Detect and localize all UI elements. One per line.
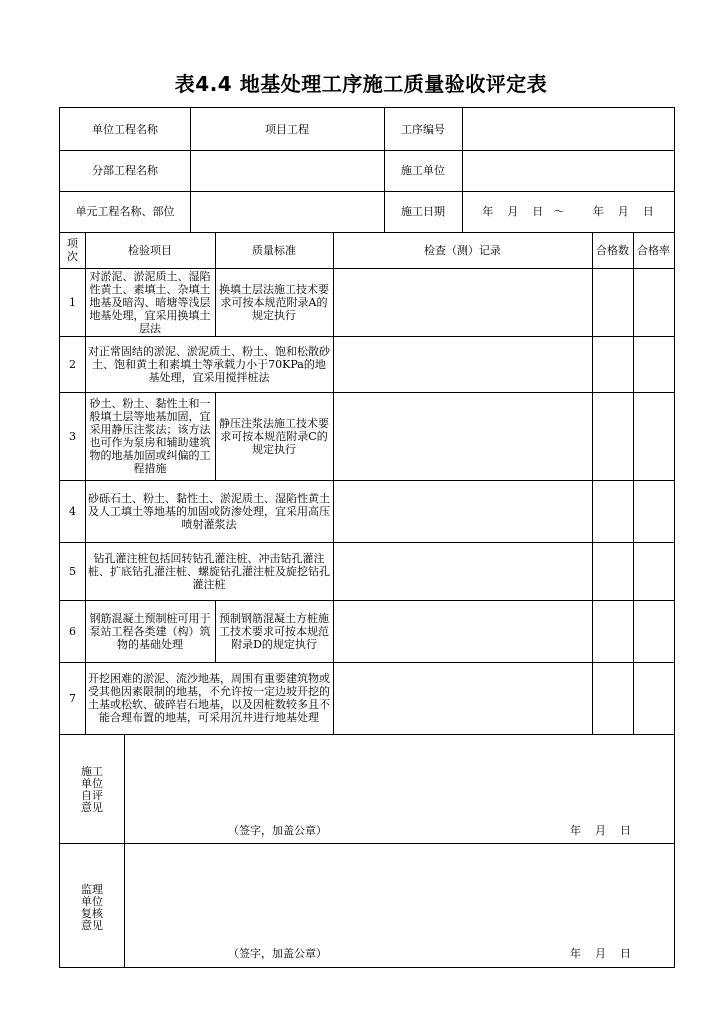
sub-project-field[interactable] <box>190 150 384 191</box>
grid-line <box>59 392 675 393</box>
date-label: 施工日期 <box>401 205 445 218</box>
row-item: 对淤泥、淤泥质土、湿陷性黄土、素填土、杂填土地基及暗沟、暗塘等浅层地基处理，宜采用换填土层法 <box>89 269 211 335</box>
grid-line <box>59 600 675 601</box>
row-seq: 5 <box>69 564 76 578</box>
grid-line <box>59 150 675 151</box>
grid-line <box>215 392 216 480</box>
grid-line <box>59 542 675 543</box>
self-eval-date: 年 月 日 <box>570 824 631 837</box>
grid-line <box>215 232 216 336</box>
table-border-top <box>59 107 675 108</box>
grid-line <box>462 107 463 232</box>
unit-project-label: 单位工程名称 <box>92 122 158 136</box>
grid-line <box>124 734 125 968</box>
grid-line <box>215 600 216 662</box>
row-seq: 7 <box>69 691 76 705</box>
row-item: 对正常固结的淤泥、淤泥质土、粉土、饱和松散砂土、饱和黄土和素填土等承载力小于70KPa的地基处理，宜采用搅拌桩法 <box>88 344 330 384</box>
date-range: 年 月 日 ～ 年 月 日 <box>482 205 654 218</box>
col-seq: 项次 <box>67 237 78 263</box>
project-label: 项目工程 <box>265 122 309 136</box>
sub-project-label: 分部工程名称 <box>92 164 158 177</box>
grid-line <box>190 107 191 232</box>
row-seq: 6 <box>69 624 76 638</box>
row-seq: 1 <box>69 295 76 309</box>
grid-line <box>85 232 86 734</box>
table-border-right <box>674 107 675 968</box>
supervisor-eval-label: 监理单位复核意见 <box>81 883 103 932</box>
col-pass-rate: 合格率 <box>637 243 670 257</box>
grid-line <box>633 232 634 734</box>
col-record: 检查（测）记录 <box>424 243 501 257</box>
unit-project-field[interactable] <box>462 108 674 150</box>
col-pass-count: 合格数 <box>596 243 629 257</box>
grid-line <box>59 191 675 192</box>
unit-element-field[interactable] <box>190 191 384 232</box>
grid-line <box>59 336 675 337</box>
row-item: 钢筋混凝土预制桩可用于泵站工程各类建（构）筑物的基础处理 <box>89 611 211 651</box>
self-eval-label: 施工单位自评意见 <box>81 765 103 814</box>
grid-line <box>59 480 675 481</box>
row-standard: 换填土层法施工技术要求可按本规范附录A的规定执行 <box>219 282 329 322</box>
table-border-bottom <box>59 967 675 968</box>
row-standard: 静压注浆法施工技术要求可按本规范附录C的规定执行 <box>219 416 329 456</box>
grid-line <box>59 734 675 735</box>
contractor-field[interactable] <box>462 150 674 191</box>
row-seq: 2 <box>69 357 76 371</box>
row-item: 开挖困难的淤泥、流沙地基，周围有重要建筑物或受其他因素限制的地基，不允许按一定边坡开挖的土基或松软、破碎岩石地基，以及因桩数较多且不能合理布置的地基，可采用沉井进行地基处理 <box>88 672 330 724</box>
grid-line <box>59 662 675 663</box>
self-eval-sign: （签字，加盖公章） <box>228 824 327 837</box>
row-seq: 4 <box>69 504 76 518</box>
grid-line <box>592 232 593 734</box>
row-standard: 预制钢筋混凝土方桩施工技术要求可按本规范附录D的规定执行 <box>219 611 329 651</box>
row-item: 砂砾石土、粉土、黏性土、淤泥质土、湿陷性黄土及人工填土等地基的加固或防渗处理，宜采用高压喷射灌浆法 <box>88 491 330 531</box>
contractor-label: 施工单位 <box>401 164 445 177</box>
process-no-label: 工序编号 <box>401 122 445 136</box>
grid-line <box>333 232 334 734</box>
table-border-left <box>59 107 60 968</box>
supervisor-eval-date: 年 月 日 <box>570 947 631 960</box>
col-standard: 质量标准 <box>252 243 296 257</box>
grid-line <box>59 232 675 233</box>
unit-element-label: 单元工程名称、部位 <box>75 205 175 218</box>
page-title: 表4.4 地基处理工序施工质量验收评定表 <box>174 72 548 96</box>
row-seq: 3 <box>69 429 76 443</box>
grid-line <box>59 843 675 844</box>
row-item: 钻孔灌注桩包括回转钻孔灌注桩、冲击钻孔灌注桩、扩底钻孔灌注桩、螺旋钻孔灌注桩及旋挖钻孔灌注桩 <box>88 551 330 591</box>
row-item: 砂土、粉土、黏性土和一般填土层等地基加固，宜采用静压注浆法；该方法也可作为泵房和辅助建筑物的地基加固或纠偏的工程措施 <box>89 397 211 475</box>
grid-line <box>59 268 675 269</box>
col-item: 检验项目 <box>128 243 172 257</box>
supervisor-eval-sign: （签字，加盖公章） <box>228 947 327 960</box>
grid-line <box>384 107 385 232</box>
